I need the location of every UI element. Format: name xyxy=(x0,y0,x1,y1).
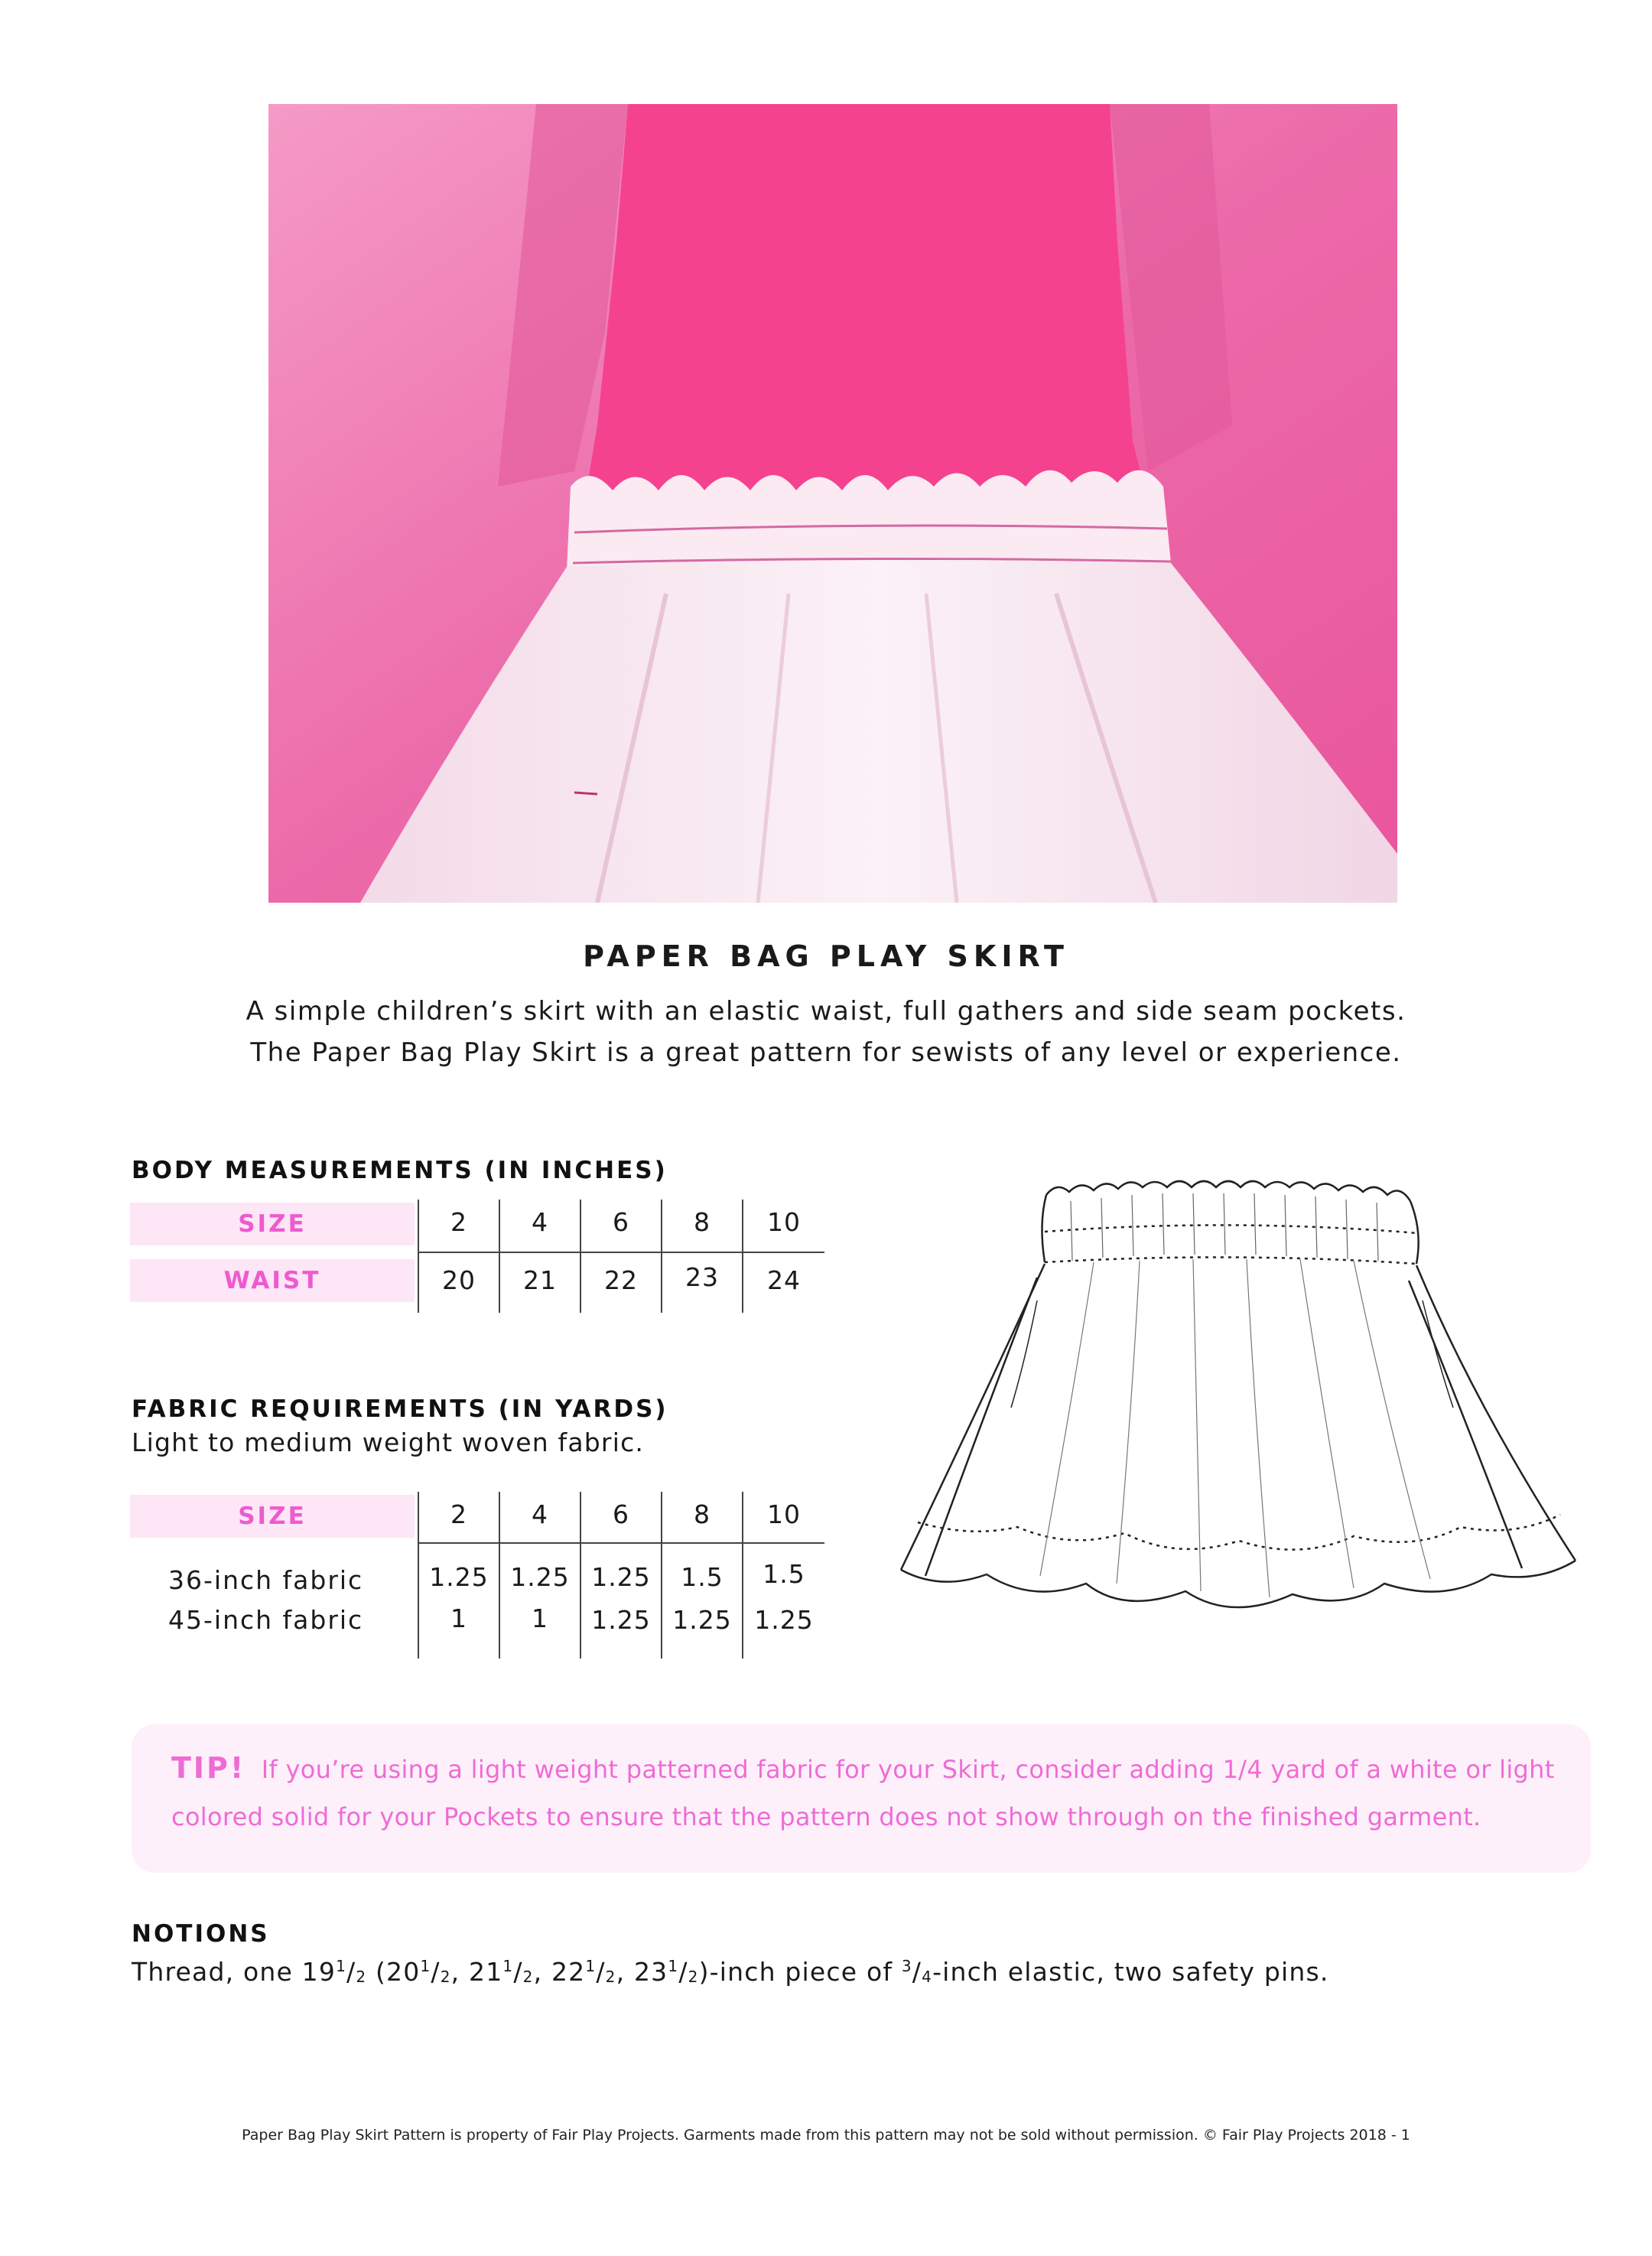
fabric-requirements-heading: FABRIC REQUIREMENTS (IN YARDS) xyxy=(132,1395,668,1423)
fabric-value-cell: 1.25 xyxy=(510,1562,570,1592)
intro-line-2: The Paper Bag Play Skirt is a great pattern for sewists of any level or experience. xyxy=(250,1037,1402,1068)
fabric-size-cell: 2 xyxy=(450,1499,467,1529)
page-title: PAPER BAG PLAY SKIRT xyxy=(583,939,1069,973)
intro-line-1: A simple children’s skirt with an elastic waist, full gathers and side seam pockets. xyxy=(246,996,1406,1027)
fabric-value-cell: 1.25 xyxy=(591,1562,651,1592)
fabric-value-cell: 1.25 xyxy=(429,1562,489,1592)
tip-line-1: If you’re using a light weight patterned fabric for your Skirt, consider adding 1/4 yard of a white or light xyxy=(261,1755,1555,1784)
waist-cell: 21 xyxy=(523,1265,557,1295)
waist-cell: 24 xyxy=(767,1265,801,1295)
fabric-value-cell: 1 xyxy=(532,1603,548,1633)
tip-line-2: colored solid for your Pockets to ensure that the pattern does not show through on the finished garment. xyxy=(171,1802,1481,1831)
tip-label: TIP! xyxy=(171,1751,246,1785)
fabric-row-label: 36-inch fabric xyxy=(168,1565,364,1595)
waist-label: WAIST xyxy=(130,1259,415,1302)
fabric-size-label: SIZE xyxy=(130,1495,415,1538)
fabric-size-cell: 6 xyxy=(613,1499,629,1529)
fabric-size-cell: 8 xyxy=(694,1499,711,1529)
waist-cell: 22 xyxy=(604,1265,638,1295)
size-label: SIZE xyxy=(130,1203,415,1245)
fabric-value-cell: 1.25 xyxy=(672,1605,732,1635)
fabric-size-cell: 10 xyxy=(767,1499,801,1529)
fabric-row-label: 45-inch fabric xyxy=(168,1605,364,1635)
size-cell: 8 xyxy=(694,1207,711,1237)
fabric-value-cell: 1.5 xyxy=(681,1562,724,1592)
footer-copyright: Paper Bag Play Skirt Pattern is property of Fair Play Projects. Garments made from this pattern may not be sold without permission. © Fair Play Projects 2018 - 1 xyxy=(242,2127,1410,2144)
fabric-size-cell: 4 xyxy=(532,1499,548,1529)
product-photo xyxy=(268,104,1397,903)
fabric-value-cell: 1.25 xyxy=(754,1605,814,1635)
fabric-value-cell: 1.25 xyxy=(591,1605,651,1635)
tip-text xyxy=(171,1744,1571,1841)
body-measurements-heading: BODY MEASUREMENTS (IN INCHES) xyxy=(132,1157,668,1184)
size-cell: 6 xyxy=(613,1207,629,1237)
size-cell: 4 xyxy=(532,1207,548,1237)
notions-text: Thread, one $19^1/_2$ ($20^1/_2$, $21^1/_2$, $22^1/_2$, $23^1/_2$)-inch piece of $^3/_4$-inch elastic, two safety pins. xyxy=(132,1957,1329,1987)
fabric-value-cell: 1 xyxy=(450,1603,467,1633)
size-cell: 10 xyxy=(767,1207,801,1237)
notions-heading: NOTIONS xyxy=(132,1920,270,1948)
size-cell: 2 xyxy=(450,1207,467,1237)
skirt-illustration xyxy=(895,1178,1583,1637)
fabric-subheading: Light to medium weight woven fabric. xyxy=(132,1427,645,1457)
fabric-value-cell: 1.5 xyxy=(763,1559,805,1589)
waist-cell: 23 xyxy=(685,1262,719,1292)
waist-cell: 20 xyxy=(442,1265,476,1295)
